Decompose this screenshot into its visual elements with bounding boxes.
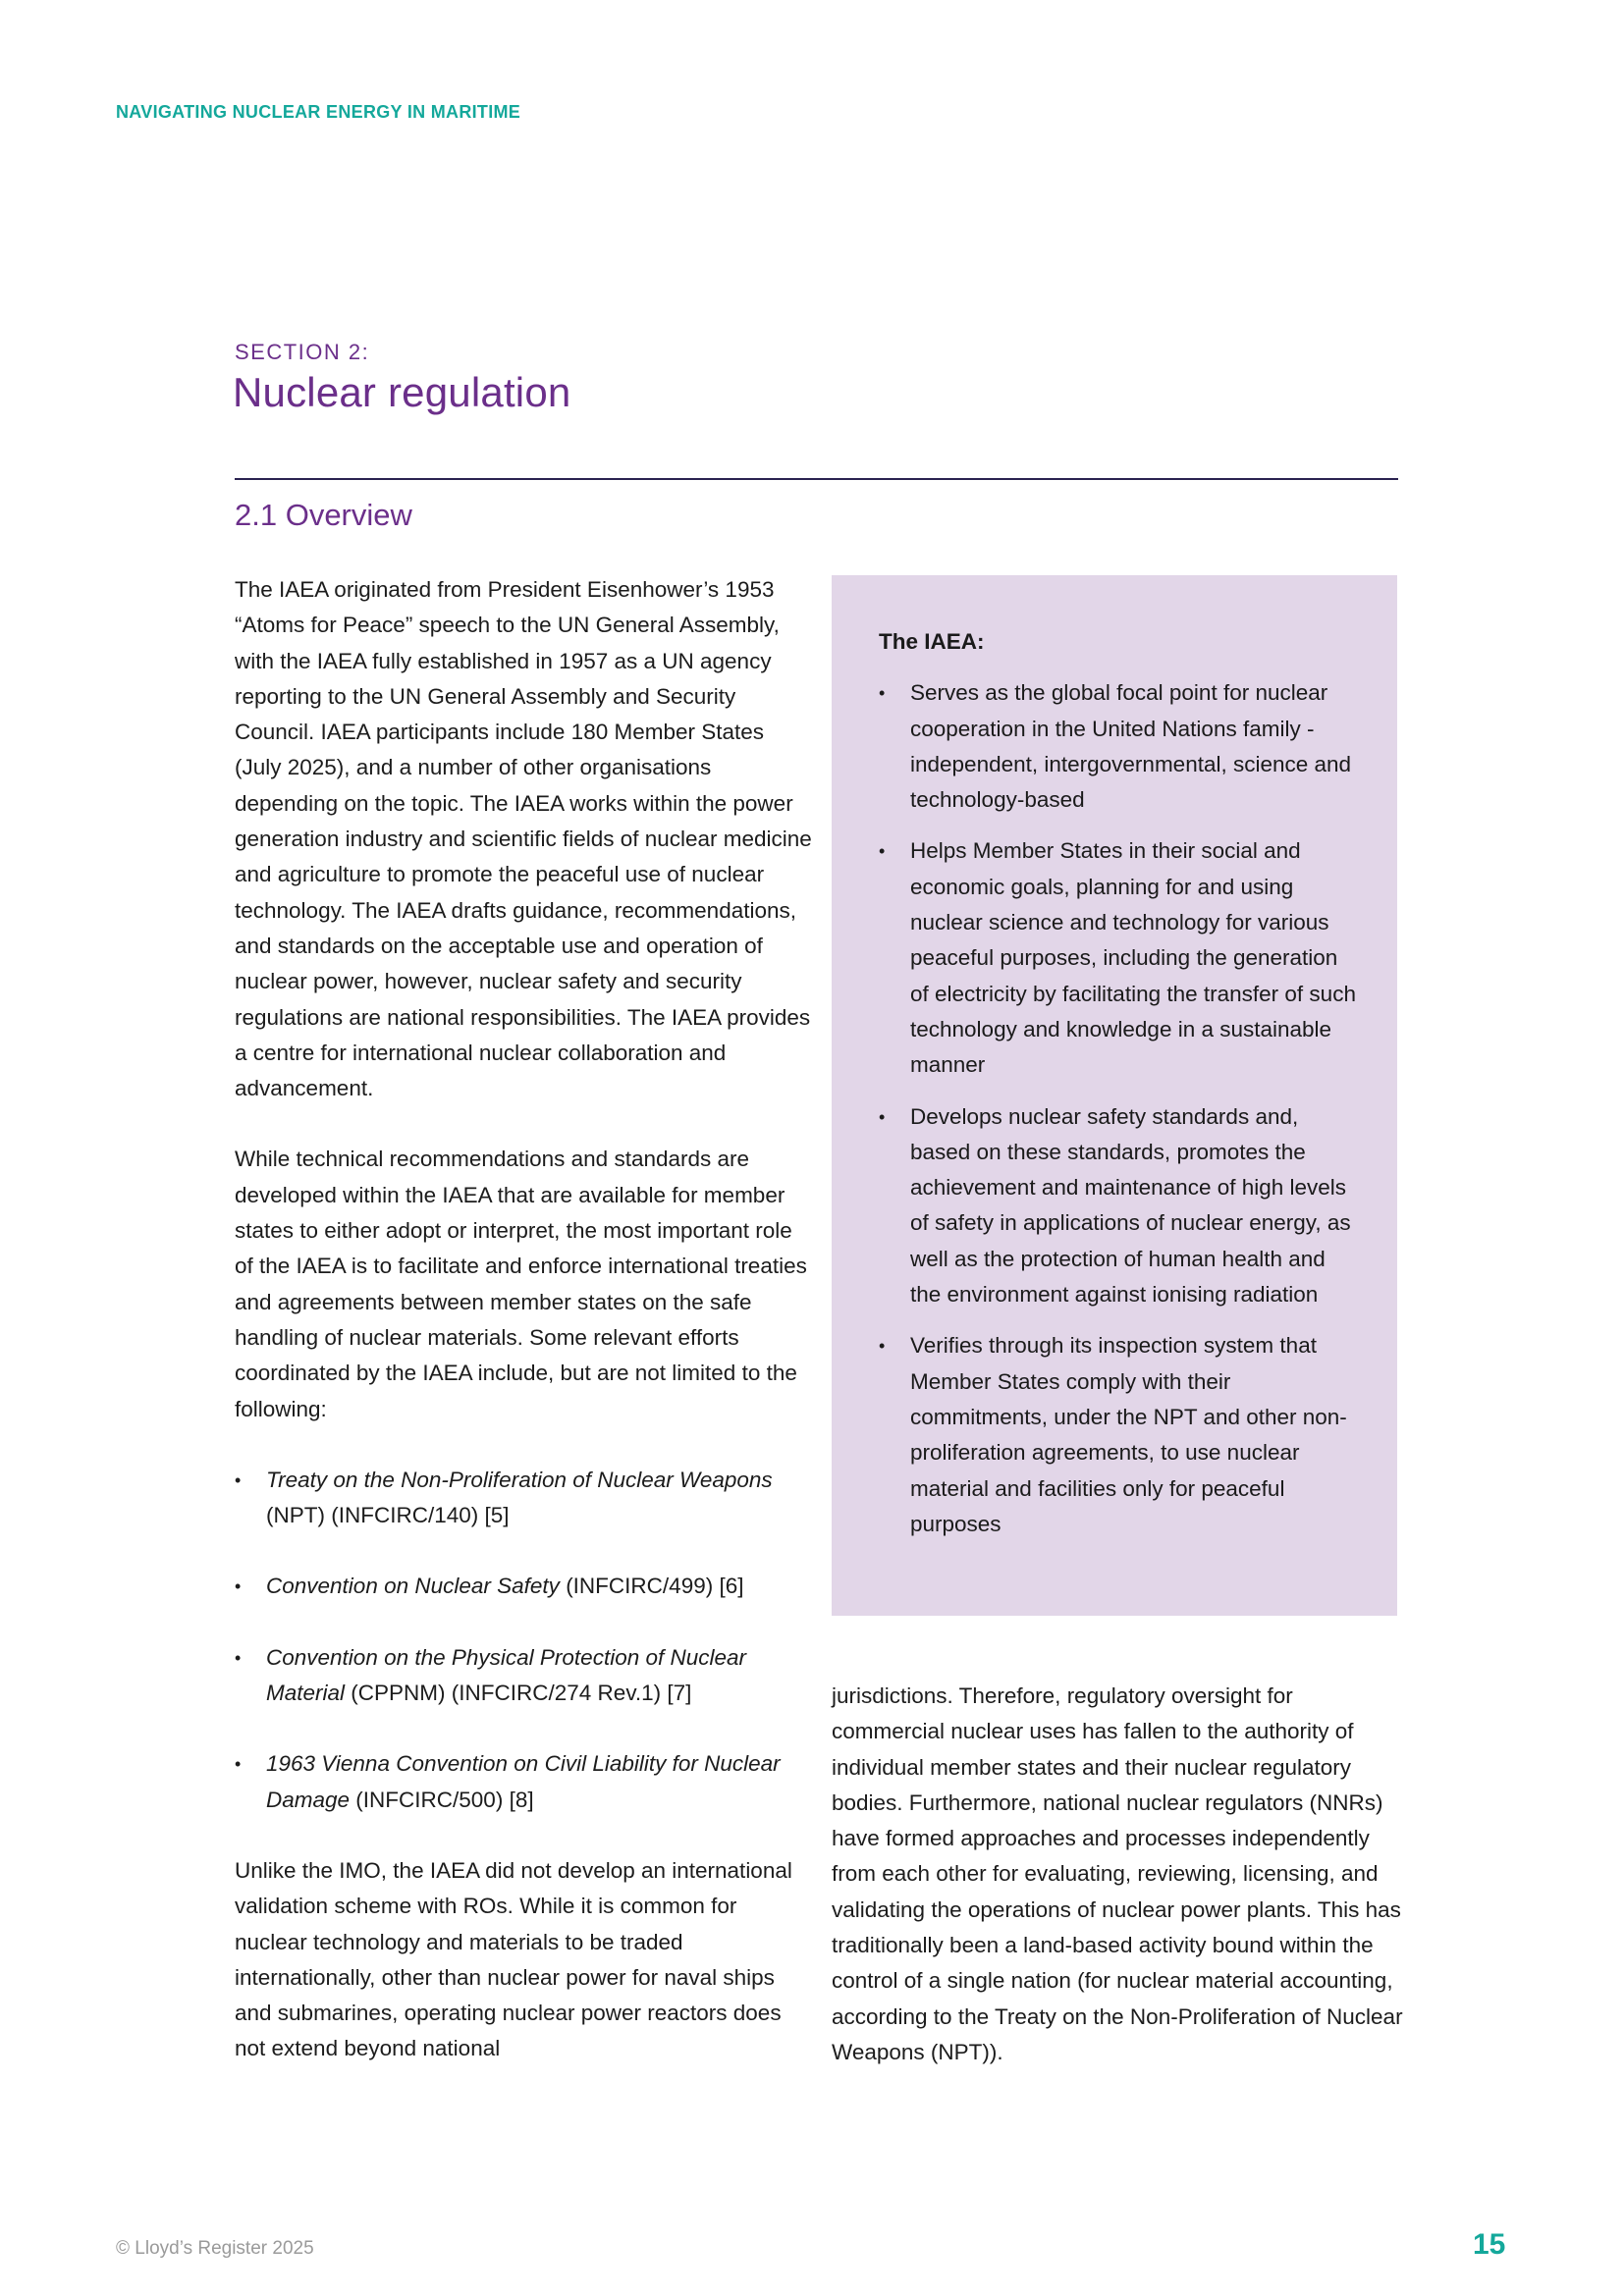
bullet-icon: • (235, 1647, 242, 1668)
list-item (235, 1569, 814, 1604)
body-paragraph-3-start: Unlike the IMO, the IAEA did not develop an international validation scheme with ROs. While it is common for nuclear technology and materials to be traded internationally, other than nuclear power for naval ships and submarines, operating nuclear power reactors does not extend beyond national (235, 1857, 792, 2061)
list-item (235, 1640, 814, 1712)
sidebar-item-text: Helps Member States in their social and economic goals, planning for and using nuclear science and technology for various peaceful purposes, including the generation of electricity by facilitating the transfer of such technology and knowledge in a sustainable manner (910, 838, 1356, 1078)
list-item (235, 1746, 814, 1818)
section-label: SECTION 2: (235, 340, 370, 364)
treaty-title: Convention on the Physical Protection of Nuclear Material (266, 1644, 747, 1706)
body-paragraph-1: The IAEA originated from President Eisenhower’s 1953 “Atoms for Peace” speech to the UN General Assembly, with the IAEA fully established in 1957 as a UN agency reporting to the UN General Assembly and Security Council. IAEA participants include 180 Member States (July 2025), and a number of other organisations depending on the topic. The IAEA works within the power generation industry and scientific fields of nuclear medicine and agriculture to promote the peaceful use of nuclear technology. The IAEA drafts guidance, recommendations, and standards on the acceptable use and operation of nuclear power, however, nuclear safety and security regulations are national responsibilities. The IAEA provides a centre for international nuclear collaboration and advancement. (235, 577, 812, 1101)
footer-copyright: © Lloyd’s Register 2025 (116, 2238, 314, 2259)
bullet-icon: • (879, 1106, 886, 1127)
bullet-icon: • (879, 841, 886, 862)
treaty-reference: (INFCIRC/499) [6] (559, 1574, 744, 1599)
body-paragraph-3-continued: jurisdictions. Therefore, regulatory oversight for commercial nuclear uses has fallen to the authority of individual member states and their nuclear regulatory bodies. Furthermore, national nuclear regulators (NNRs) have formed approaches and processes independently from each other for evaluating, reviewing, licensing, and validating the operations of nuclear power plants. This has traditionally been a land-based activity bound within the control of a single nation (for nuclear material accounting, according to the Treaty on the Non-Proliferation of Nuclear Weapons (NPT)). (832, 1683, 1403, 2064)
page-title: Nuclear regulation (233, 369, 571, 415)
sidebar-list-item (879, 833, 1358, 1083)
left-column (235, 572, 814, 2067)
bullet-icon: • (879, 683, 886, 704)
treaty-title: Convention on Nuclear Safety (266, 1574, 560, 1599)
sidebar-list-item (879, 1099, 1358, 1313)
subsection-title: 2.1 Overview (235, 498, 412, 532)
sidebar-list (879, 675, 1358, 1542)
treaty-list (235, 1463, 814, 1818)
sidebar-item-text: Develops nuclear safety standards and, based on these standards, promotes the achievement and maintenance of high levels of safety in applications of nuclear energy, as well as the protection of human health and the environment against ionising radiation (910, 1103, 1351, 1308)
bullet-icon: • (235, 1576, 242, 1597)
treaty-reference: (NPT) (INFCIRC/140) [5] (266, 1503, 510, 1528)
treaty-reference: (CPPNM) (INFCIRC/274 Rev.1) [7] (345, 1681, 692, 1706)
sidebar-item-text: Verifies through its inspection system that Member States comply with their commitments, under the NPT and other non-proliferation agreements, to use nuclear material and facilities only for peaceful purposes (910, 1333, 1347, 1536)
right-column (832, 1679, 1406, 2070)
bullet-icon: • (879, 1336, 886, 1357)
bullet-icon: • (235, 1469, 242, 1490)
body-paragraph-2: While technical recommendations and standards are developed within the IAEA that are available for member states to either adopt or interpret, the most important role of the IAEA is to facilitate and enforce international treaties and agreements between member states on the safe handling of nuclear materials. Some relevant efforts coordinated by the IAEA include, but are not limited to the following: (235, 1147, 807, 1421)
sidebar-list-item (879, 675, 1358, 818)
treaty-reference: (INFCIRC/500) [8] (350, 1787, 534, 1812)
sidebar-heading: The IAEA: (879, 629, 985, 654)
sidebar-list-item (879, 1328, 1358, 1542)
treaty-title: Treaty on the Non-Proliferation of Nuclear Weapons (266, 1467, 773, 1492)
bullet-icon: • (235, 1754, 242, 1775)
sidebar-item-text: Serves as the global focal point for nuclear cooperation in the United Nations family - independent, intergovernmental, science and technology-based (910, 680, 1352, 813)
iaea-sidebar-box (832, 575, 1397, 1616)
running-header: NAVIGATING NUCLEAR ENERGY IN MARITIME (116, 102, 521, 122)
section-divider (235, 478, 1398, 480)
list-item (235, 1463, 814, 1534)
treaty-title: 1963 Vienna Convention on Civil Liability for Nuclear Damage (266, 1751, 781, 1812)
page-number: 15 (1473, 2228, 1506, 2261)
